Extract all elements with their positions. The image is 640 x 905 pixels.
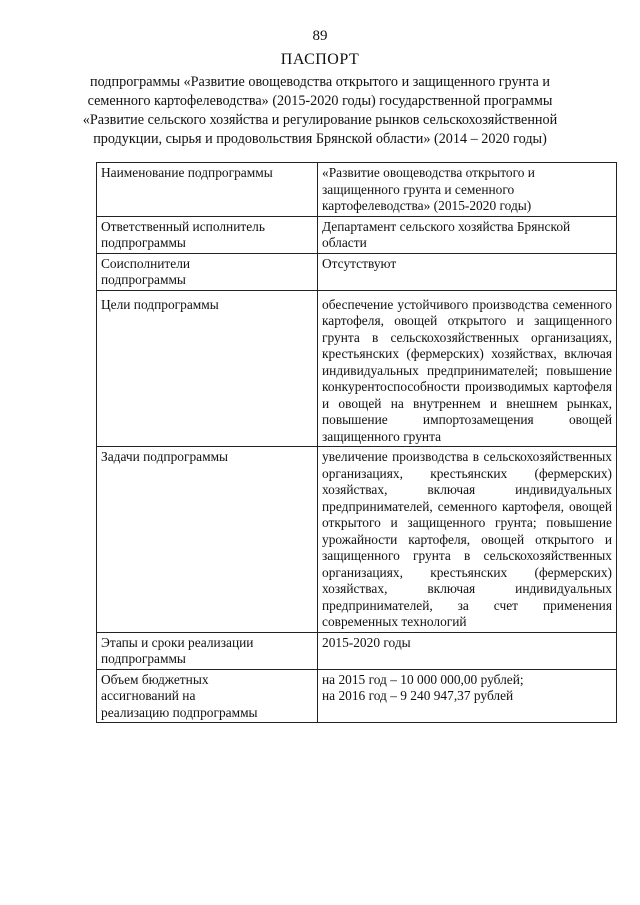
row-label	[97, 216, 318, 253]
value-line: на 2016 год – 9 240 947,37 рублей	[322, 688, 514, 703]
label-line: Задачи подпрограммы	[101, 449, 229, 464]
value-line: на 2015 год – 10 000 000,00 рублей;	[322, 671, 524, 687]
table-row-tasks	[97, 447, 617, 633]
row-value	[318, 253, 617, 290]
label-line: подпрограммы	[101, 651, 186, 666]
value-line: Департамент сельского хозяйства Брянской	[322, 218, 571, 234]
row-value	[318, 669, 617, 723]
value-text: обеспечение устойчивого производства семенного картофеля, овощей открытого и защищенного грунта в сельскохозяйственных организациях, крестьянских (фермерских) хозяйствах, включая индивидуальных предпринимателей; повышение конкурентоспособности производимых картофеля и овощей на внутреннем и внешнем рынках, повышение импортозамещения овощей защищенного грунта	[322, 296, 612, 444]
row-value	[318, 290, 617, 447]
passport-table	[96, 162, 617, 723]
row-value	[318, 447, 617, 633]
label-line: Ответственный исполнитель	[101, 218, 265, 234]
table-row-coexecutors	[97, 253, 617, 290]
row-label	[97, 447, 318, 633]
subtitle-line: «Развитие сельского хозяйства и регулирование рынков сельскохозяйственной	[82, 112, 558, 128]
label-line: подпрограммы	[101, 235, 186, 250]
row-label	[97, 669, 318, 723]
label-line: ассигнований на	[101, 688, 196, 703]
label-line: реализацию подпрограммы	[101, 704, 258, 720]
value-line: защищенного грунта и семенного	[322, 181, 515, 197]
page-number: 89	[312, 28, 328, 44]
subtitle-line: подпрограммы «Развитие овощеводства открытого и защищенного грунта и	[90, 74, 550, 90]
value-line: картофелеводства» (2015-2020 годы)	[322, 198, 532, 213]
label-line: Наименование подпрограммы	[101, 165, 273, 180]
subtitle-line: продукции, сырья и продовольствия Брянской области» (2014 – 2020 годы)	[93, 131, 547, 147]
row-label	[97, 253, 318, 290]
label-line: Соисполнители	[101, 255, 191, 271]
label-line: Объем бюджетных	[101, 671, 209, 687]
label-line: Этапы и сроки реализации	[101, 634, 254, 650]
row-label	[97, 632, 318, 669]
row-label	[97, 163, 318, 217]
table-row-stages	[97, 632, 617, 669]
value-line: Отсутствуют	[322, 255, 397, 271]
row-value	[318, 163, 617, 217]
value-line: «Развитие овощеводства открытого и	[322, 165, 535, 180]
row-label	[97, 290, 318, 447]
row-value	[318, 216, 617, 253]
table-row-executor	[97, 216, 617, 253]
label-line: подпрограммы	[101, 272, 186, 287]
row-value	[318, 632, 617, 669]
table-row-budget	[97, 669, 617, 723]
label-line: Цели подпрограммы	[101, 296, 219, 312]
table-row-goals	[97, 290, 617, 447]
value-line: области	[322, 235, 367, 250]
document-heading: ПАСПОРТ	[280, 51, 360, 68]
document-subtitle	[60, 73, 580, 149]
value-line: 2015-2020 годы	[322, 634, 411, 650]
subtitle-line: семенного картофелеводства» (2015-2020 годы) государственной программы	[87, 93, 553, 109]
value-text: увеличение производства в сельскохозяйственных организациях, крестьянских (фермерских) хозяйствах, включая индивидуальных предпринимателей, семенного картофеля, овощей открытого и защищенного грунта; повышение урожайности картофеля, овощей открытого и защищенного грунта в сельскохозяйственных организациях, крестьянских (фермерских) хозяйствах, включая индивидуальных предпринимателей, за счет применения современных технологий	[322, 449, 612, 629]
table-row-name	[97, 163, 617, 217]
